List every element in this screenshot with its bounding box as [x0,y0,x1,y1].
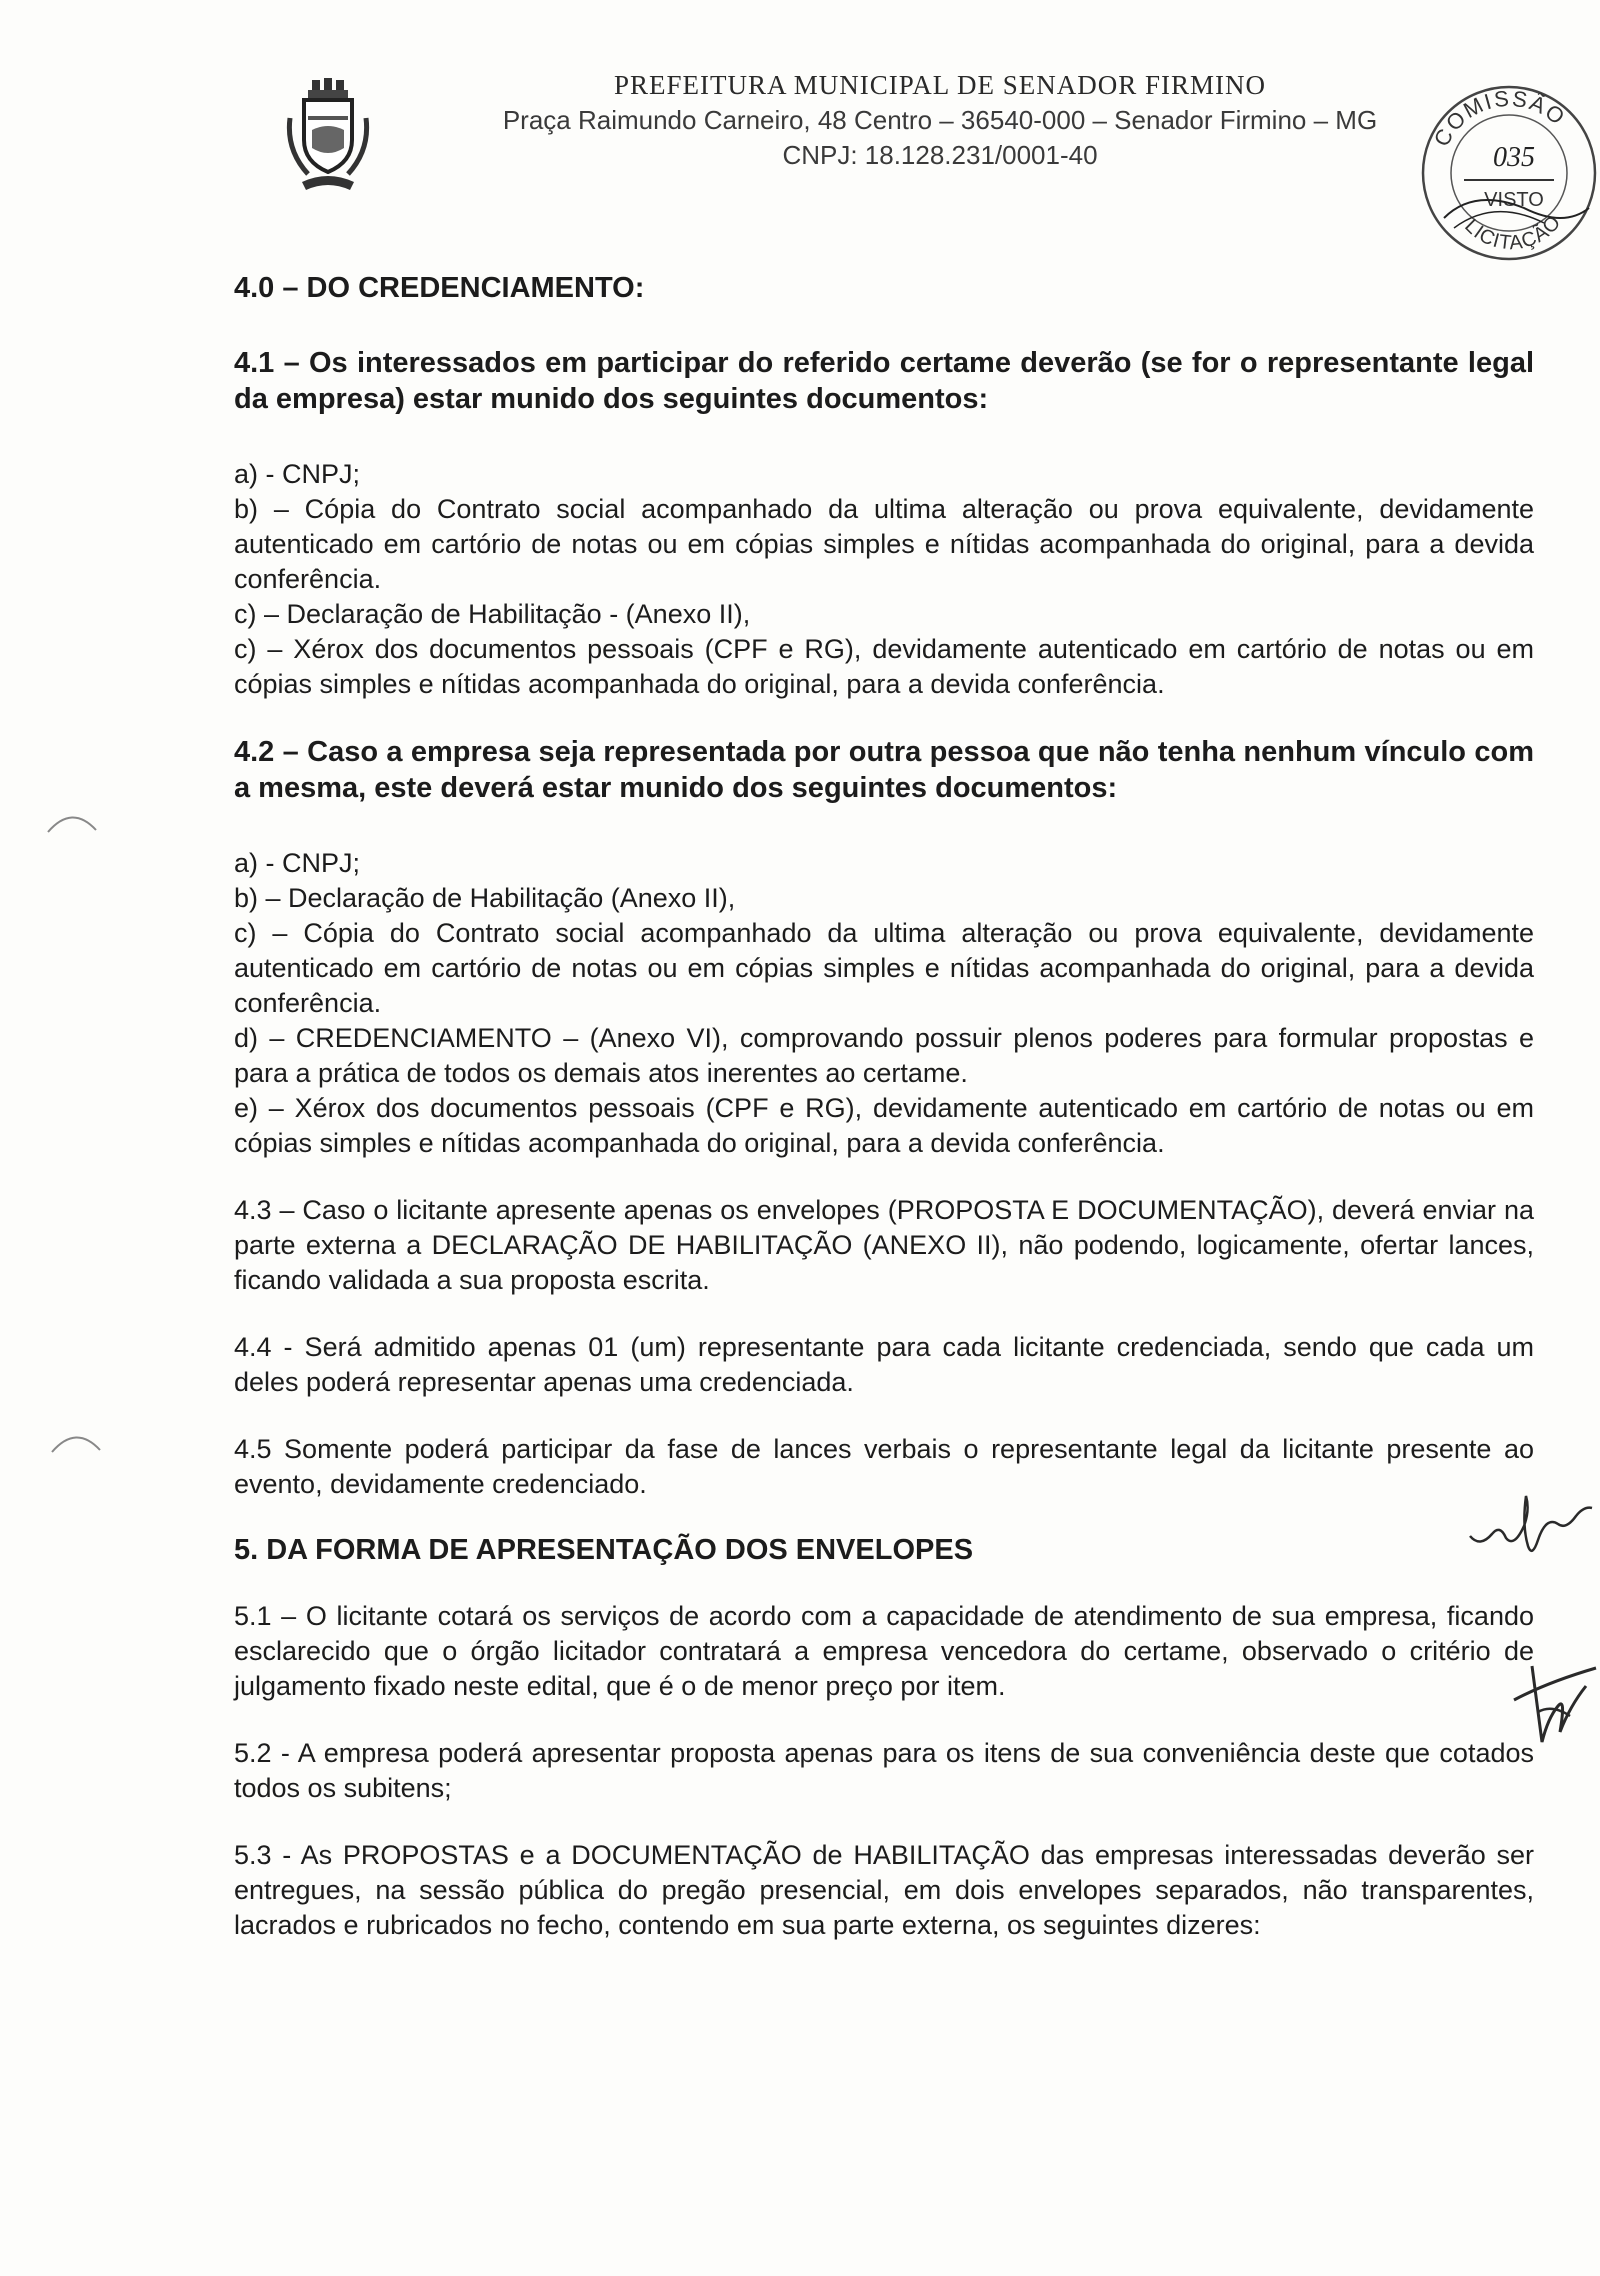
municipal-crest-logo [282,78,374,196]
punch-hole-mark [44,806,100,836]
clause-4-1-heading: 4.1 – Os interessados em participar do referido certame deverão (se for o representante legal da empresa) estar munido dos seguintes documentos: [234,347,1534,415]
letterhead [420,70,1460,171]
clause-4-1-item-b: b) – Cópia do Contrato social acompanhado da ultima alteração ou prova equivalente, devidamente autenticado em cartório de notas ou em cópias simples e nítidas acompanhada do original, para a devida conferência. [234,494,1534,594]
stamp-bottom-text: LICITAÇÃO [1460,211,1566,255]
clause-4-1-item-c1: c) – Declaração de Habilitação - (Anexo II), [234,599,751,629]
municipality-address: Praça Raimundo Carneiro, 48 Centro – 36540-000 – Senador Firmino – MG [502,105,1378,135]
commission-stamp [1414,78,1600,268]
clause-4-2-item-e: e) – Xérox dos documentos pessoais (CPF e RG), devidamente autenticado em cartório de notas ou em cópias simples e nítidas acompanhada do original, para a devida conferência. [234,1093,1534,1158]
clause-4-1-item-a: a) - CNPJ; [234,459,361,489]
stamp-visto-text: VISTO [1484,189,1544,211]
clause-4-2-item-a: a) - CNPJ; [234,848,361,878]
punch-hole-mark [48,1426,104,1456]
municipality-name: PREFEITURA MUNICIPAL DE SENADOR FIRMINO [613,70,1267,100]
clause-4-1-item-c2: c) – Xérox dos documentos pessoais (CPF e RG), devidamente autenticado em cartório de notas ou em cópias simples e nítidas acompanhada do original, para a devida conferência. [234,634,1534,699]
clause-4-2-heading: 4.2 – Caso a empresa seja representada por outra pessoa que não tenha nenhum vínculo com a mesma, este deverá estar munido dos seguintes documentos: [234,736,1534,804]
clause-4-2-item-c: c) – Cópia do Contrato social acompanhado da ultima alteração ou prova equivalente, devidamente autenticado em cartório de notas ou em cópias simples e nítidas acompanhada do original, para a devida conferência. [234,918,1534,1018]
clause-5-3: 5.3 - As PROPOSTAS e a DOCUMENTAÇÃO de HABILITAÇÃO das empresas interessadas deverão ser entregues, na sessão pública do pregão presencial, em dois envelopes separados, não transparentes, lacrados e rubricados no fecho, contendo em sua parte externa, os seguintes dizeres: [234,1840,1534,1940]
section-4-title: 4.0 – DO CREDENCIAMENTO: [234,272,645,304]
section-5-title: 5. DA FORMA DE APRESENTAÇÃO DOS ENVELOPES [234,1534,974,1566]
document-body [234,272,1534,1943]
clause-5-2: 5.2 - A empresa poderá apresentar proposta apenas para os itens de sua conveniência deste que cotados todos os subitens; [234,1738,1534,1803]
clause-4-5: 4.5 Somente poderá participar da fase de lances verbais o representante legal da licitante presente ao evento, devidamente credenciado. [234,1434,1534,1499]
svg-text:COMISSÃO [1429,86,1571,151]
clause-4-2-item-b: b) – Declaração de Habilitação (Anexo II), [234,883,736,913]
stamp-top-text: COMISSÃO [1428,85,1571,151]
clause-4-4: 4.4 - Será admitido apenas 01 (um) representante para cada licitante credenciada, sendo que cada um deles poderá representar apenas uma credenciada. [234,1332,1534,1397]
clause-5-1: 5.1 – O licitante cotará os serviços de acordo com a capacidade de atendimento de sua empresa, ficando esclarecido que o órgão licitador contratará a empresa vencedora do certame, observado o critério de julgamento fixado neste edital, que é o de menor preço por item. [234,1601,1534,1701]
clause-4-3: 4.3 – Caso o licitante apresente apenas os envelopes (PROPOSTA E DOCUMENTAÇÃO), deverá enviar na parte externa a DECLARAÇÃO DE HABILITAÇÃO (ANEXO II), não podendo, logicamente, ofertar lances, ficando validada a sua proposta escrita. [234,1195,1534,1295]
stamp-number: 035 [1493,142,1535,173]
municipality-cnpj: CNPJ: 18.128.231/0001-40 [782,140,1098,170]
clause-4-2-item-d: d) – CREDENCIAMENTO – (Anexo VI), comprovando possuir plenos poderes para formular propostas e para a prática de todos os demais atos inerentes ao certame. [234,1023,1534,1088]
